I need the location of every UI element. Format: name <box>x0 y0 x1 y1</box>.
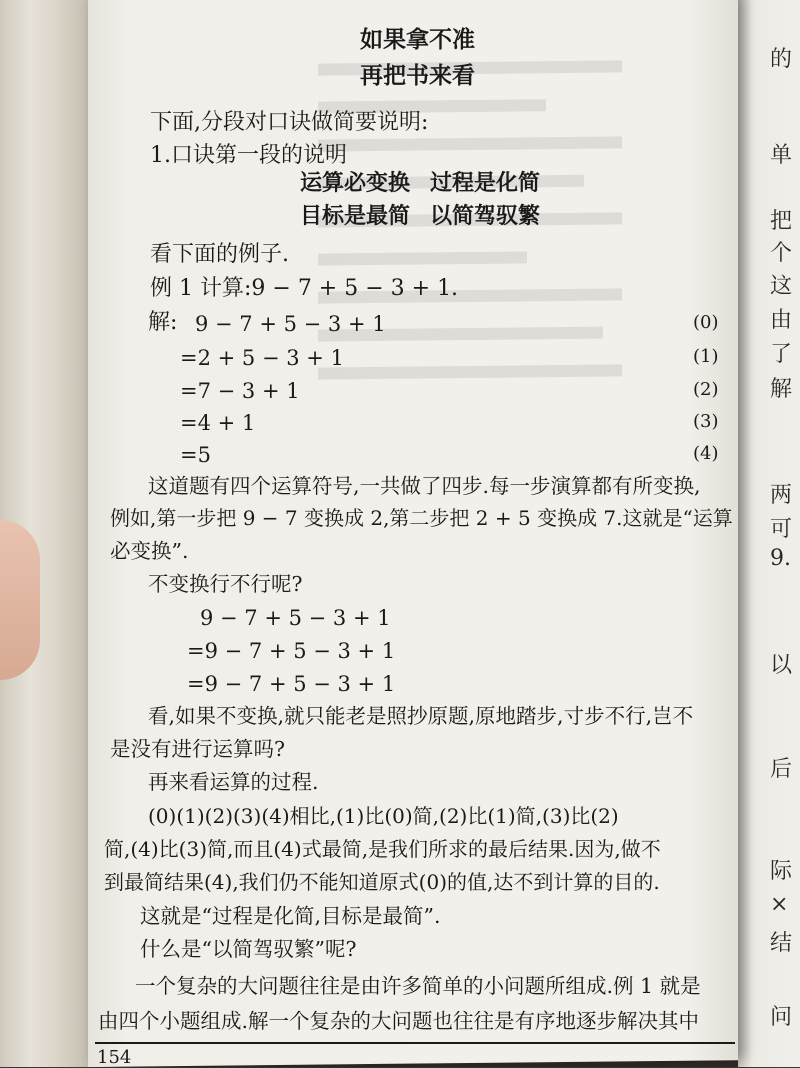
solution-label: 解: <box>148 310 178 335</box>
step-1-expr: =2 + 5 − 3 + 1 <box>180 346 344 370</box>
step-4-expr: =5 <box>180 443 211 467</box>
verse-a2: 过程是化简 <box>430 170 541 196</box>
title-line-2: 再把书来看 <box>360 62 475 89</box>
bleed-through <box>318 34 698 458</box>
step-1-tag: (1) <box>693 346 719 367</box>
para2-line1: 看,如果不变换,就只能老是照抄原题,原地踏步,寸步不行,岂不 <box>148 704 694 728</box>
facing-page-fragment: 后 <box>770 757 793 782</box>
section-heading: 1.口诀第一段的说明 <box>150 143 347 168</box>
facing-page-fragment: 个 <box>770 241 793 266</box>
step-0-tag: (0) <box>693 312 719 333</box>
thumb <box>0 520 40 680</box>
facing-page-fragment: 单 <box>770 143 793 168</box>
nochange-line-1: 9 − 7 + 5 − 3 + 1 <box>200 606 391 630</box>
example-1: 例 1 计算:9 − 7 + 5 − 3 + 1. <box>150 276 459 301</box>
step-4-tag: (4) <box>693 443 719 464</box>
facing-page-fragment: 际 <box>770 859 793 884</box>
look-example: 看下面的例子. <box>150 242 289 267</box>
para7-line2: 由四个小题组成.解一个复杂的大问题也往往是有序地逐步解决其中 <box>98 1009 700 1033</box>
facing-page-fragment: 了 <box>770 342 793 367</box>
para3: 再来看运算的过程. <box>148 770 319 794</box>
para1-line2: 例如,第一步把 9 − 7 变换成 2,第二步把 2 + 5 变换成 7.这就是“运算 <box>110 506 733 530</box>
para5: 这就是“过程是化简,目标是最简”. <box>140 904 441 928</box>
step-3-tag: (3) <box>693 411 719 432</box>
step-2-expr: =7 − 3 + 1 <box>180 379 300 403</box>
para4-line2: 简,(4)比(3)简,而且(4)式最简,是我们所求的最后结果.因为,做不 <box>104 837 661 861</box>
verse-b1: 目标是最简 <box>300 203 411 229</box>
para7-line1: 一个复杂的大问题往往是由许多简单的小问题所组成.例 1 就是 <box>135 974 701 998</box>
intro-text: 下面,分段对口诀做简要说明: <box>150 110 429 135</box>
facing-page-fragment: 结 <box>770 931 793 956</box>
facing-page-fragment: 9. <box>770 546 791 571</box>
facing-page-fragment: 这 <box>770 274 793 299</box>
verse-b2: 以简驾驭繁 <box>430 203 541 229</box>
page-number: 154 <box>97 1047 132 1068</box>
facing-page-fragment: × <box>770 892 789 917</box>
nochange-line-2: =9 − 7 + 5 − 3 + 1 <box>187 639 396 663</box>
facing-page-fragment: 可 <box>770 517 793 542</box>
para4-line3: 到最简结果(4),我们仍不能知道原式(0)的值,达不到计算的目的. <box>104 870 660 894</box>
step-0-expr: 9 − 7 + 5 − 3 + 1 <box>195 312 386 336</box>
step-2-tag: (2) <box>693 379 719 400</box>
footer-rule <box>95 1042 735 1044</box>
facing-page-fragment: 的 <box>770 47 793 72</box>
para4-line1: (0)(1)(2)(3)(4)相比,(1)比(0)简,(2)比(1)简,(3)比(2) <box>148 804 619 828</box>
title-line-1: 如果拿不准 <box>360 26 475 53</box>
question-1: 不变换行不行呢? <box>148 572 303 596</box>
facing-page-fragment: 解 <box>770 377 793 402</box>
para1-line3: 必变换”. <box>110 539 189 563</box>
facing-page-fragment: 由 <box>770 308 793 333</box>
para1-line1: 这道题有四个运算符号,一共做了四步.每一步演算都有所变换, <box>148 474 701 498</box>
para2-line2: 是没有进行运算吗? <box>110 737 285 761</box>
facing-page-fragment: 两 <box>770 483 793 508</box>
step-3-expr: =4 + 1 <box>180 411 256 435</box>
nochange-line-3: =9 − 7 + 5 − 3 + 1 <box>187 672 396 696</box>
facing-page-fragment: 以 <box>770 653 793 678</box>
facing-page-fragment: 把 <box>770 209 793 234</box>
verse-a1: 运算必变换 <box>300 170 411 196</box>
para6: 什么是“以简驾驭繁”呢? <box>140 937 357 961</box>
facing-page-fragment: 问 <box>770 1005 793 1030</box>
